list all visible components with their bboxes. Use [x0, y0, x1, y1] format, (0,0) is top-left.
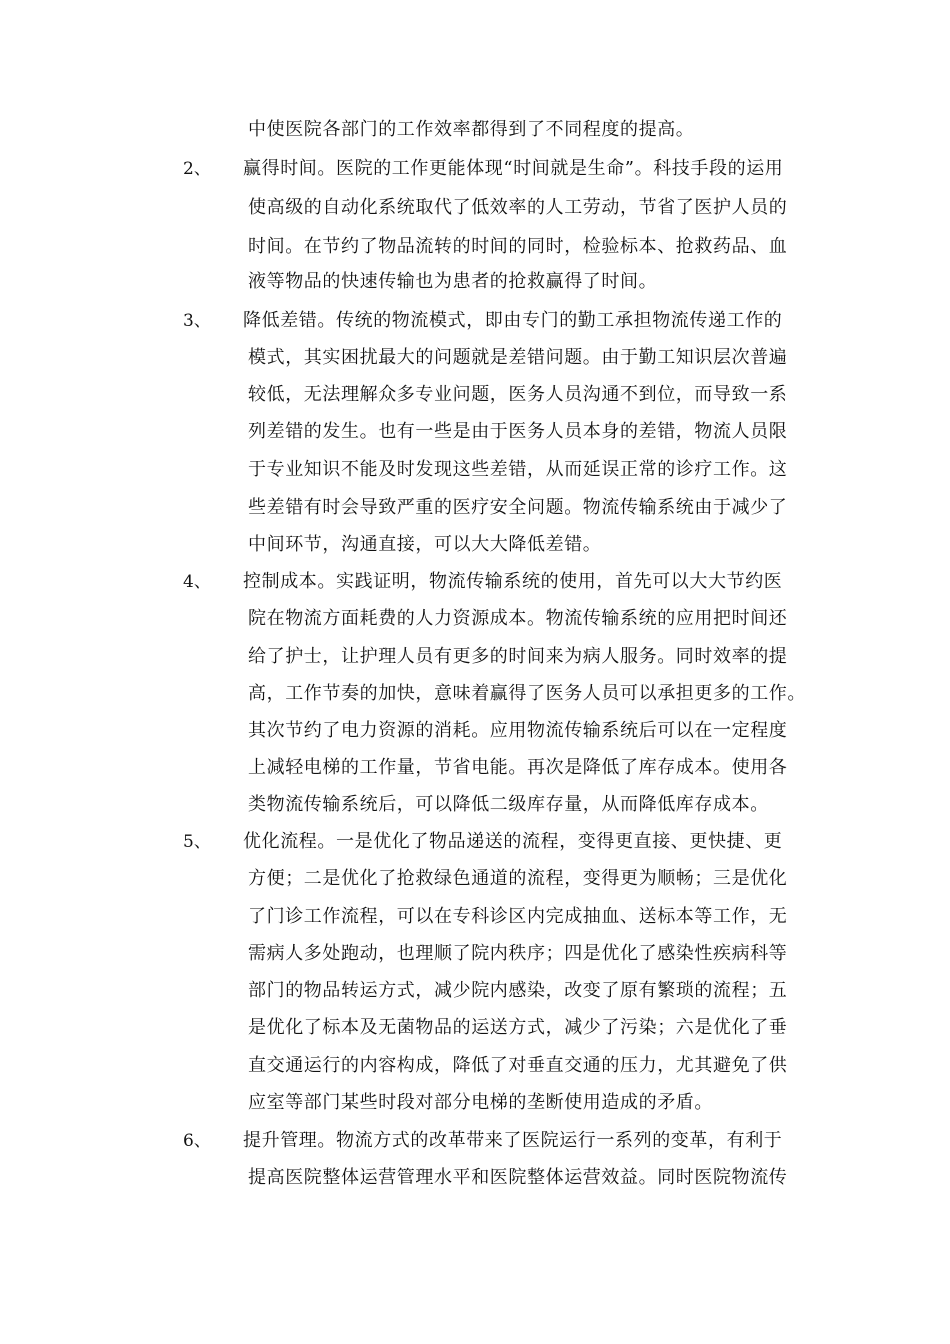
paragraph-line: 使高级的自动化系统取代了低效率的人工劳动，节省了医护人员的: [248, 197, 788, 218]
list-number: 5、: [183, 832, 211, 852]
list-number: 6、: [183, 1131, 211, 1151]
paragraph-line: 给了护士，让护理人员有更多的时间来为病人服务。同时效率的提: [248, 646, 788, 667]
paragraph-line: 是优化了标本及无菌物品的运送方式，减少了污染；六是优化了垂: [248, 1017, 788, 1038]
paragraph-line: 直交通运行的内容构成，降低了对垂直交通的压力，尤其避免了供: [248, 1055, 788, 1076]
paragraph-line: 降低差错。传统的物流模式，即由专门的勤工承担物流传递工作的: [243, 310, 783, 331]
paragraph-line: 些差错有时会导致严重的医疗安全问题。物流传输系统由于减少了: [248, 497, 788, 518]
paragraph-line: 列差错的发生。也有一些是由于医务人员本身的差错，物流人员限: [248, 421, 788, 442]
list-number: 3、: [183, 311, 211, 331]
paragraph-line: 应室等部门某些时段对部分电梯的垄断使用造成的矛盾。: [248, 1092, 713, 1113]
paragraph-line: 优化流程。一是优化了物品递送的流程，变得更直接、更快捷、更: [243, 831, 783, 852]
paragraph-line: 中间环节，沟通直接，可以大大降低差错。: [248, 534, 602, 555]
list-number: 2、: [183, 159, 211, 179]
paragraph-line: 部门的物品转运方式，减少院内感染，改变了原有繁琐的流程；五: [248, 980, 788, 1001]
paragraph-line: 需病人多处跑动，也理顺了院内秩序；四是优化了感染性疾病科等: [248, 943, 788, 964]
paragraph-line: 其次节约了电力资源的消耗。应用物流传输系统后可以在一定程度: [248, 720, 788, 741]
list-number: 4、: [183, 572, 211, 592]
paragraph-line: 提升管理。物流方式的改革带来了医院运行一系列的变革，有利于: [243, 1130, 783, 1151]
paragraph-line: 方便；二是优化了抢救绿色通道的流程，变得更为顺畅；三是优化: [248, 868, 788, 889]
paragraph-line: 液等物品的快速传输也为患者的抢救赢得了时间。: [248, 271, 658, 292]
paragraph-line: 中使医院各部门的工作效率都得到了不同程度的提高。: [248, 119, 695, 140]
paragraph-line: 于专业知识不能及时发现这些差错，从而延误正常的诊疗工作。这: [248, 459, 788, 480]
paragraph-line: 上减轻电梯的工作量，节省电能。再次是降低了库存成本。使用各: [248, 757, 788, 778]
paragraph-line: 院在物流方面耗费的人力资源成本。物流传输系统的应用把时间还: [248, 608, 788, 629]
paragraph-line: 赢得时间。医院的工作更能体现“时间就是生命”。科技手段的运用: [243, 158, 784, 179]
paragraph-line: 控制成本。实践证明，物流传输系统的使用，首先可以大大节约医: [243, 571, 783, 592]
paragraph-line: 类物流传输系统后，可以降低二级库存量，从而降低库存成本。: [248, 794, 769, 815]
paragraph-line: 提高医院整体运营管理水平和医院整体运营效益。同时医院物流传: [248, 1167, 788, 1188]
paragraph-line: 高，工作节奏的加快，意味着赢得了医务人员可以承担更多的工作。: [248, 683, 806, 704]
paragraph-line: 了门诊工作流程，可以在专科诊区内完成抽血、送标本等工作，无: [248, 906, 788, 927]
paragraph-line: 模式，其实困扰最大的问题就是差错问题。由于勤工知识层次普遍: [248, 347, 788, 368]
paragraph-line: 较低，无法理解众多专业问题，医务人员沟通不到位，而导致一系: [248, 384, 788, 405]
paragraph-line: 时间。在节约了物品流转的时间的同时，检验标本、抢救药品、血: [248, 236, 788, 257]
